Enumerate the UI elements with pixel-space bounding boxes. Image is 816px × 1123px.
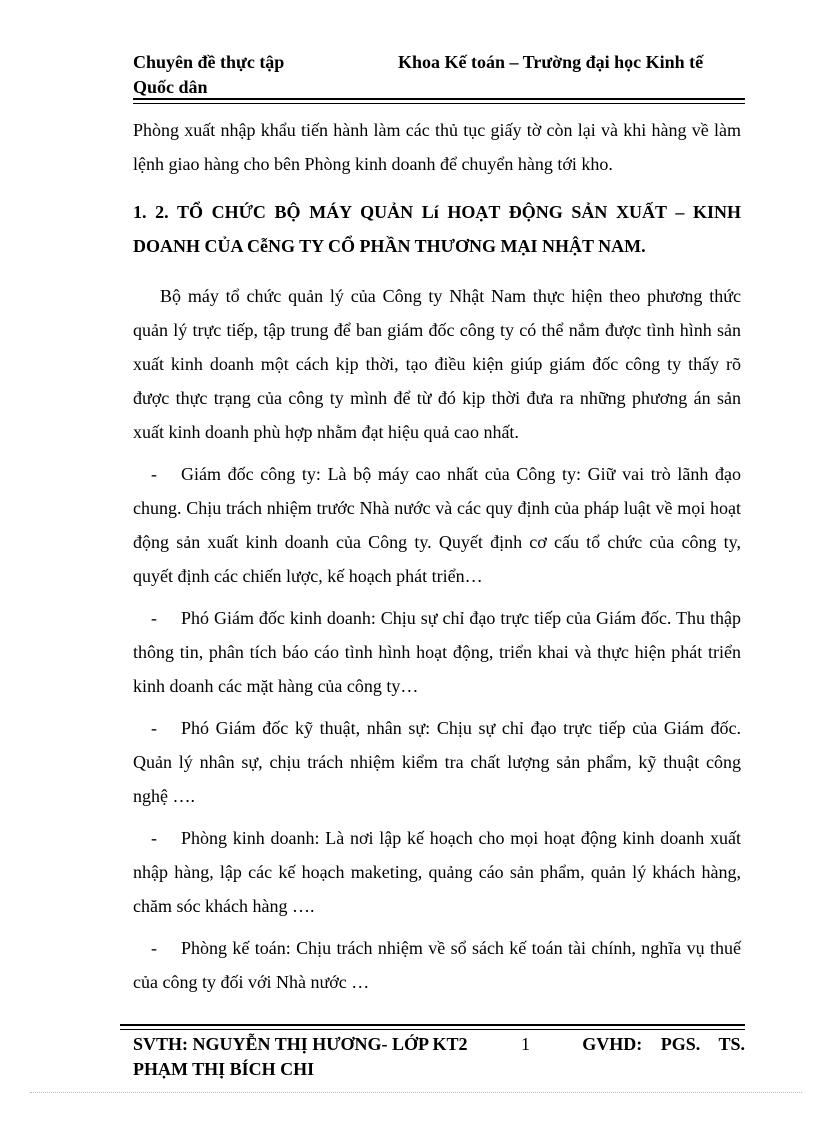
footer-student-line2: PHẠM THỊ BÍCH CHI xyxy=(133,1059,315,1079)
header-rule-thin xyxy=(133,103,745,104)
list-item xyxy=(133,931,741,999)
header-faculty: Khoa Kế toán – Trường đại học Kinh tế xyxy=(398,52,704,72)
list-item-text: Phòng kinh doanh: Là nơi lập kế hoạch cho mọi hoạt động kinh doanh xuất nhập hàng, lập các kế hoạch maketing, quảng cáo sản phẩm, quản lý khách hàng, chăm sóc khách hàng …. xyxy=(133,828,741,916)
list-item-text: Phòng kế toán: Chịu trách nhiệm về sổ sách kế toán tài chính, nghĩa vụ thuế của công ty đối với Nhà nước … xyxy=(133,938,741,992)
list-item xyxy=(133,821,741,923)
list-item-text: Phó Giám đốc kinh doanh: Chịu sự chỉ đạo trực tiếp của Giám đốc. Thu thập thông tin, phân tích báo cáo tình hình hoạt động, triển khai và thực hiện phát triển kinh doanh các mặt hàng của công ty… xyxy=(133,608,741,696)
list-item xyxy=(133,711,741,813)
list-item-text: Phó Giám đốc kỹ thuật, nhân sự: Chịu sự chỉ đạo trực tiếp của Giám đốc. Quản lý nhân sự, chịu trách nhiệm kiểm tra chất lượng sản phẩm, kỹ thuật công nghệ …. xyxy=(133,718,741,806)
paragraph-management-structure: Bộ máy tổ chức quản lý của Công ty Nhật Nam thực hiện theo phương thức quản lý trực tiếp, tập trung để ban giám đốc công ty có thể nắm được tình hình sản xuất kinh doanh một cách kịp thời, tạo điều kiện giúp giám đốc công ty thấy rõ được thực trạng của công ty mình để từ đó kịp thời đưa ra những phương án sản xuất kinh doanh phù hợp nhằm đạt hiệu quả cao nhất. xyxy=(133,286,741,442)
list-item xyxy=(133,601,741,703)
footer-advisor: GVHD: PGS. TS. xyxy=(582,1034,745,1054)
header-title-line1: Chuyên đề thực tập xyxy=(133,52,285,72)
intro-paragraph: Phòng xuất nhập khẩu tiến hành làm các thủ tục giấy tờ còn lại và khi hàng về làm lệnh giao hàng cho bên Phòng kinh doanh để chuyển hàng tới kho. xyxy=(133,120,741,174)
bullet-marker: - xyxy=(151,718,157,738)
header-title-line2: Quốc dân xyxy=(133,77,208,97)
bullet-marker: - xyxy=(151,608,157,628)
footer-rule-thin xyxy=(120,1029,745,1030)
list-item-text: Giám đốc công ty: Là bộ máy cao nhất của Công ty: Giữ vai trò lãnh đạo chung. Chịu trách nhiệm trước Nhà nước và các quy định của pháp luật về mọi hoạt động sản xuất kinh doanh của Công ty. Quyết định cơ cấu tổ chức của công ty, quyết định các chiến lược, kế hoạch phát triển… xyxy=(133,464,741,586)
footer-rule-thick xyxy=(120,1024,745,1026)
section-heading: 1. 2. TỔ CHỨC BỘ MÁY QUẢN Lí HOẠT ĐỘNG SẢN XUẤT – KINH DOANH CỦA CễNG TY CỔ PHẦN THƯƠNG MẠI NHẬT NAM. xyxy=(133,202,741,256)
page-number: 1 xyxy=(521,1034,530,1054)
footer-student: SVTH: NGUYỄN THỊ HƯƠNG- LỚP KT2 xyxy=(133,1034,468,1054)
bullet-marker: - xyxy=(151,828,157,848)
page-body xyxy=(133,113,741,999)
header-rule-thick xyxy=(133,98,745,100)
bullet-marker: - xyxy=(151,938,157,958)
page-edge-divider xyxy=(30,1092,802,1093)
bullet-marker: - xyxy=(151,464,157,484)
list-item xyxy=(133,457,741,593)
